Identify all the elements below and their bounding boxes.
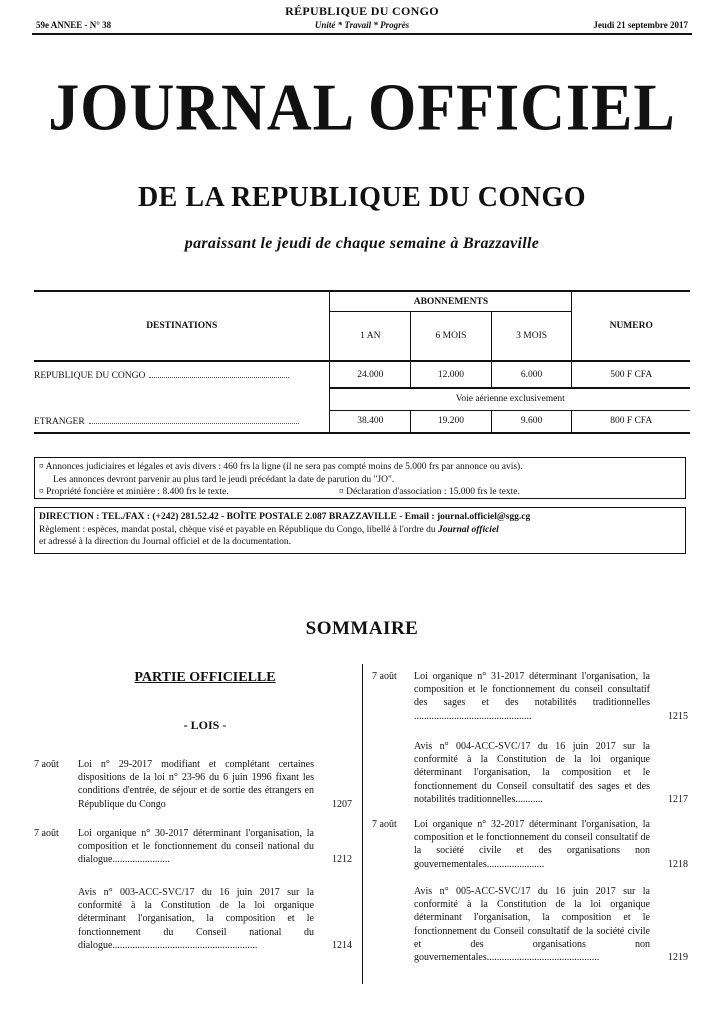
issue-number: 59e ANNEE - N° 38 [36, 20, 112, 30]
toc-entry-page: 1214 [332, 939, 352, 951]
toc-entry[interactable] [372, 740, 688, 810]
col-destinations: DESTINATIONS [34, 291, 330, 361]
direction-contact: DIRECTION : TEL./FAX : (+242) 281.52.42 - BOÎTE POSTALE 2.087 BRAZZAVILLE - Email : journal.officiel@sgg.cg [39, 512, 531, 522]
toc-entry-text: Avis n° 004-ACC-SVC/17 du 16 juin 2017 sur la conformité à la Constitution de la loi organique déterminant l'organisation, la composition et le fonctionnement du Conseil consultatif des sages et des notabilités traditionnelles........... [414, 741, 650, 805]
row-etranger-numero: 800 F CFA [572, 410, 690, 433]
col-3mois: 3 MOIS [491, 312, 572, 362]
toc-entry-date: 7 août [372, 671, 397, 682]
toc-entry-text: Loi organique n° 30-2017 déterminant l'organisation, la composition et le fonctionnement du conseil national du dialogue....................... [78, 828, 314, 866]
sommaire-title: SOMMAIRE [305, 618, 419, 639]
toc-entry[interactable] [372, 885, 688, 967]
journal-tagline: paraissant le jeudi de chaque semaine à Brazzaville [184, 235, 540, 252]
toc-entry-page: 1217 [668, 793, 688, 805]
partie-officielle-heading: PARTIE OFFICIELLE [134, 670, 276, 685]
toc-entry-page: 1215 [668, 710, 688, 722]
propriete-fonciere: ¤ Propriété foncière et minière : 8.400 frs le texte. [39, 487, 229, 497]
announcement-deadline: Les annonces devront parvenir au plus tard le jeudi précédant la date de parution du "JO". [53, 474, 395, 485]
col-6mois: 6 MOIS [411, 312, 492, 362]
row-congo-1an: 24.000 [330, 361, 411, 388]
announcements-box [34, 457, 686, 499]
row-etranger-6mois: 19.200 [411, 410, 492, 433]
lois-heading: - LOIS - [183, 718, 227, 732]
journal-title: JOURNAL OFFICIEL [48, 71, 676, 145]
row-etranger-3mois: 9.600 [491, 410, 572, 433]
direction-address: et adressé à la direction du Journal officiel et de la documentation. [39, 537, 292, 547]
toc-entry[interactable] [372, 818, 688, 876]
col-abonnements: ABONNEMENTS [330, 291, 572, 312]
col-numero: NUMERO [572, 291, 690, 361]
issue-date: Jeudi 21 septembre 2017 [593, 20, 688, 30]
toc-entry-page: 1207 [332, 798, 352, 810]
toc-entry-text: Loi organique n° 32-2017 déterminant l'organisation, la composition et le fonctionnement du conseil consultatif de la société civile et des organisations non gouvernementales....................... [414, 819, 650, 870]
journal-name-emphasis: Journal officiel [438, 524, 499, 535]
toc-entry[interactable] [34, 827, 352, 871]
row-congo-3mois: 6.000 [491, 361, 572, 388]
column-divider [362, 664, 363, 984]
toc-entry-date: 7 août [372, 819, 397, 830]
row-congo-numero: 500 F CFA [572, 361, 690, 388]
toc-entry-text: Loi n° 29-2017 modifiant et complétant certaines dispositions de la loi n° 23-96 du 6 juin 1996 fixant les conditions d'entrée, de séjour et de sortie des étrangers en République du Congo [78, 759, 314, 810]
row-congo-6mois: 12.000 [411, 361, 492, 388]
reglement-text: Règlement : espèces, mandat postal, chèque visé et payable en République du Congo, libellé à l'ordre du Journal officiel [39, 524, 499, 535]
voie-aerienne: Voie aérienne exclusivement [330, 388, 690, 410]
journal-subtitle: DE LA REPUBLIQUE DU CONGO [137, 182, 587, 213]
subscription-table [34, 290, 690, 434]
toc-entry[interactable] [34, 886, 352, 956]
toc-entry[interactable] [372, 670, 688, 728]
declaration-association: ¤ Déclaration d'association : 15.000 frs le texte. [339, 487, 520, 497]
country-name: RÉPUBLIQUE DU CONGO [285, 4, 439, 18]
national-motto: Unité * Travail * Progrès [314, 20, 410, 30]
toc-entry-text: Loi organique n° 31-2017 déterminant l'organisation, la composition et le fonctionnement du conseil consultatif des sages et des notabilités traditionnelles ............................................... [414, 671, 650, 722]
col-1an: 1 AN [330, 312, 411, 362]
toc-entry-page: 1212 [332, 854, 352, 866]
toc-entry-page: 1218 [668, 858, 688, 870]
header-rule [32, 33, 692, 35]
row-etranger-dest: ETRANGER [34, 410, 330, 433]
toc-entry-text: Avis n° 005-ACC-SVC/17 du 16 juin 2017 sur la conformité à la Constitution de la loi organique déterminant l'organisation, la composition et le fonctionnement du Conseil consultatif de la société civile et des organisations non gouvernementales............................................. [414, 886, 650, 964]
direction-box [34, 507, 686, 554]
toc-entry[interactable] [34, 758, 352, 814]
toc-entry-page: 1219 [668, 952, 688, 963]
announcement-rates: ¤ Annonces judiciaires et légales et avis divers : 460 frs la ligne (il ne sera pas compté moins de 5.000 frs par annonce ou avis). [39, 462, 523, 472]
row-congo-dest: REPUBLIQUE DU CONGO [34, 361, 330, 388]
toc-entry-date: 7 août [34, 828, 59, 839]
toc-entry-text: Avis n° 003-ACC-SVC/17 du 16 juin 2017 sur la conformité à la Constitution de la loi organique déterminant l'organisation, la composition et le fonctionnement du Conseil national du dialogue.......................................................... [78, 887, 314, 951]
toc-entry-date: 7 août [34, 759, 59, 770]
row-etranger-1an: 38.400 [330, 410, 411, 433]
